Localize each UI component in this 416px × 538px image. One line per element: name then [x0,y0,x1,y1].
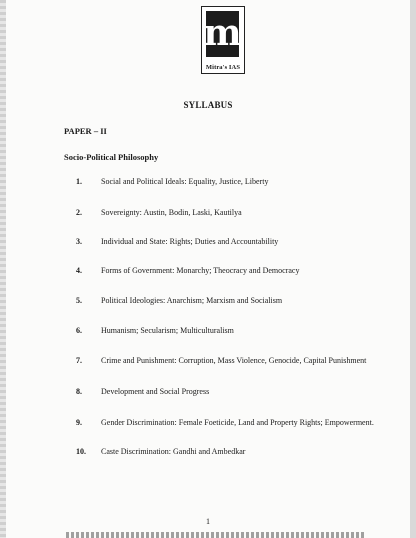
page-title: SYLLABUS [183,100,233,110]
page-number: 1 [206,517,210,526]
paper-heading: PAPER – II [64,126,107,136]
item-number: 2. [76,208,82,217]
item-number: 9. [76,418,82,427]
section-heading: Socio-Political Philosophy [64,152,159,162]
item-text: Forms of Government: Monarchy; Theocracy and Democracy [101,266,300,275]
document-page [6,0,410,538]
item-number: 5. [76,296,82,305]
item-number: 4. [76,266,82,275]
item-number: 7. [76,356,82,365]
item-text: Crime and Punishment: Corruption, Mass Violence, Genocide, Capital Punishment [101,356,367,365]
item-number: 6. [76,326,82,335]
item-number: 8. [76,387,82,396]
item-text: Development and Social Progress [101,387,210,396]
item-number: 10. [76,447,86,456]
item-text: Social and Political Ideals: Equality, Justice, Liberty [101,177,269,186]
item-text: Caste Discrimination: Gandhi and Ambedkar [101,447,246,456]
item-number: 1. [76,177,82,186]
item-text: Humanism; Secularism; Multiculturalism [101,326,234,335]
logo-m-icon: m [206,11,239,57]
item-text: Individual and State: Rights; Duties and Accountability [101,237,279,246]
item-text: Gender Discrimination: Female Foeticide, Land and Property Rights; Empowerment. [101,418,374,427]
item-number: 3. [76,237,82,246]
logo-text: Mitra's IAS [205,64,241,71]
logo [201,6,245,74]
item-text: Sovereignty: Austin, Bodin, Laski, Kautilya [101,208,242,217]
footer-line [66,532,366,538]
item-text: Political Ideologies: Anarchism; Marxism and Socialism [101,296,283,305]
